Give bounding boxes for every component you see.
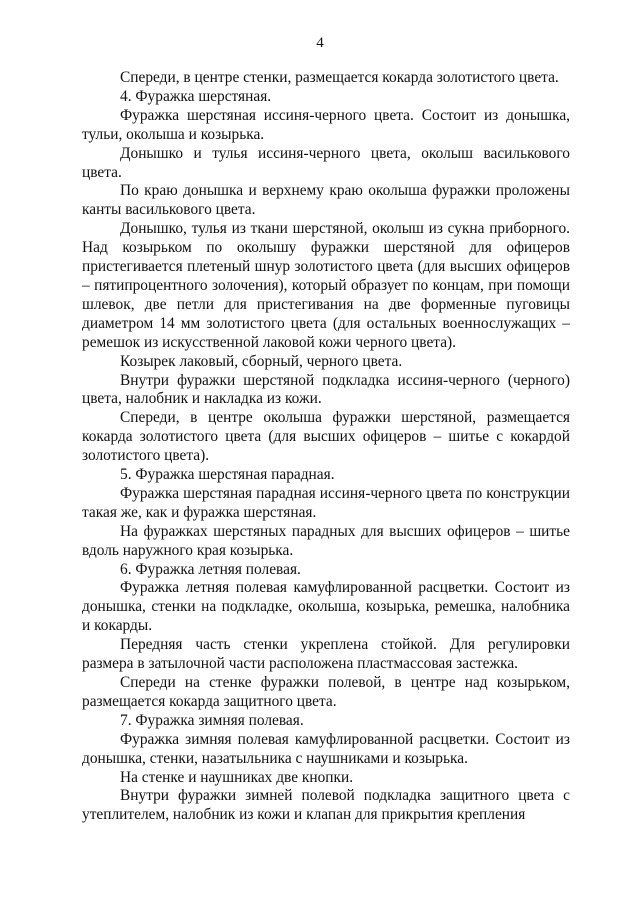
paragraph: Фуражка зимняя полевая камуфлированной расцветки. Состоит из донышка, стенки, назатыльника с наушниками и козырька. [82, 730, 570, 767]
section-heading: 5. Фуражка шерстяная парадная. [120, 466, 335, 484]
paragraph: Козырек лаковый, сборный, черного цвета. [120, 352, 403, 370]
paragraph: Фуражка шерстяная иссиня-черного цвета. Состоит из донышка, тульи, околыша и козырька. [82, 106, 570, 143]
paragraph: Передняя часть стенки укреплена стойкой. Для регулировки размера в затылочной части расположена пластмассовая застежка. [82, 636, 570, 673]
paragraph: Фуражка шерстяная парадная иссиня-черного цвета по конструкции такая же, как и фуражка шерстяная. [82, 484, 570, 521]
paragraph: Внутри фуражки зимней полевой подкладка защитного цвета с утеплителем, налобник из кожи и клапан для прикрытия крепления [82, 787, 570, 824]
paragraph: Фуражка летняя полевая камуфлированной расцветки. Состоит из донышка, стенки на подкладке, околыша, козырька, ремешка, налобника и кокарды. [82, 579, 570, 635]
paragraph: Спереди, в центре околыша фуражки шерстяной, размещается кокарда золотистого цвета (для высших офицеров – шитье с кокардой золотистого цвета). [82, 409, 570, 465]
paragraph: Донышко, тулья из ткани шерстяной, околыш из сукна приборного. Над козырьком по околышу фуражки шерстяной для офицеров пристегивается плетеный шнур золотистого цвета (для высших офицеров – пятипроцентного золочения), который образует по концам, при помощи шлевок, две петли для пристегивания на две форменные пуговицы диаметром 14 мм золотистого цвета (для остальных военнослужащих – ремешок из искусственной лаковой кожи черного цвета). [82, 220, 570, 351]
section-heading: 4. Фуражка шерстяная. [120, 87, 272, 105]
page-number: 4 [316, 35, 324, 51]
paragraph: Внутри фуражки шерстяной подкладка иссиня-черного (черного) цвета, налобник и накладка из кожи. [82, 371, 570, 408]
paragraph: Донышко и тулья иссиня-черного цвета, околыш василькового цвета. [82, 144, 570, 181]
paragraph: Спереди, в центре стенки, размещается кокарда золотистого цвета. [120, 69, 559, 86]
paragraph: Спереди на стенке фуражки полевой, в центре над козырьком, размещается кокарда защитного цвета. [82, 674, 570, 710]
section-heading: 6. Фуражка летняя полевая. [120, 560, 301, 578]
paragraph: На фуражках шерстяных парадных для высших офицеров – шитье вдоль наружного края козырька. [82, 522, 570, 559]
section-heading: 7. Фуражка зимняя полевая. [120, 711, 304, 729]
paragraph: По краю донышка и верхнему краю околыша фуражки проложены канты василькового цвета. [82, 182, 570, 219]
paragraph: На стенке и наушниках две кнопки. [120, 768, 354, 786]
document-body [82, 69, 570, 825]
